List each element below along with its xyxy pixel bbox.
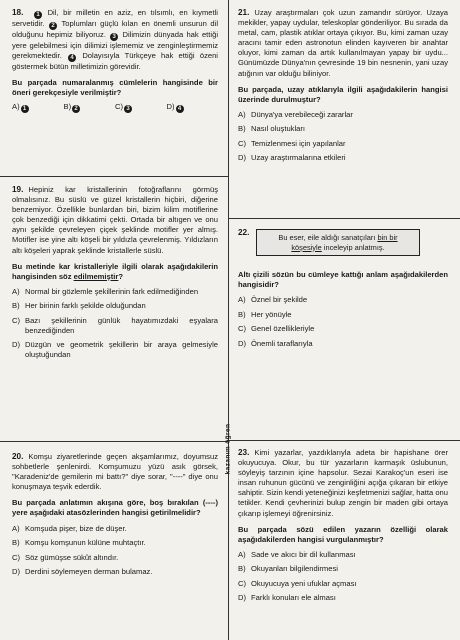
sentence-number-4-icon: 4: [68, 54, 76, 62]
option-c[interactable]: [238, 579, 448, 589]
column-divider: [228, 0, 229, 640]
option-letter: C): [12, 315, 21, 325]
side-label: kazanım öğren: [224, 423, 232, 475]
question-21-stem: Bu parçada, uzay atıklarıyla ilgili aşağıdakilerin hangisi üzerinde durulmuştur?: [238, 84, 448, 104]
sentence-number-icon: 4: [176, 105, 184, 113]
question-number: 22.: [238, 228, 250, 237]
question-19-stem: Bu metinde kar kristalleriyle ilgili olarak aşağıdakilerin hangisinden söz edilmemiştir?: [12, 261, 218, 281]
option-text: Okuyucuya yeni ufuklar açması: [251, 578, 357, 588]
question-separator: [229, 218, 460, 219]
underlined-phrase: köşesiyle: [291, 242, 322, 252]
option-a[interactable]: [238, 295, 448, 305]
question-20-text: Komşu ziyaretlerinde geçen akşamlarımız, doyumsuz sohbetlerle şenlenirdi. Komşumuzu yüzü asık görsek, "Karadeniz'de gemilerin mi battı?" diye sorar, "----" diye onu konuşmaya teşvik ederdik.: [12, 452, 218, 492]
option-text: Düzgün ve geometrik şekillerin bir araya gelmesiyle oluştuğundan: [25, 340, 218, 360]
underlined-phrase: bin bir: [377, 233, 398, 243]
option-d[interactable]: [238, 593, 448, 603]
sentence-text: Dilimizin dünyada hak ettiği yere gelebilmesi için dilimizi işlememiz ve zenginleştirmemiz gerekmektedir.: [12, 30, 219, 61]
option-d[interactable]: [238, 339, 448, 349]
question-20-body: [12, 452, 218, 492]
question-22-options: [238, 295, 448, 349]
option-letter: A): [238, 295, 246, 305]
option-b[interactable]: [12, 301, 218, 311]
question-21-text: Uzay araştırmaları çok uzun zamandır sürüyor. Uzaya mekikler, yapay uydular, teleskoplar gönderiliyor. Bu sırada da metal, cam, plastik atıklar ortaya çıkıyor. Bu, kimi zaman uzay aracını tamir eden astronotun elinden kayıveren bir anahtar oluyor, kimi zaman da artık kullanılmayan yapay bir uydu... Günümüzde Dünya'nın çevresinde 19 bin nesnenin, yani uzay atığının var olduğu biliniyor.: [238, 8, 448, 78]
option-text: Okuyanları bilgilendirmesi: [251, 564, 338, 574]
option-letter: D): [12, 567, 21, 577]
question-23-options: [238, 550, 448, 604]
sentence-number-icon: 1: [21, 105, 29, 113]
question-21-body: [238, 8, 448, 79]
question-20: [12, 452, 218, 582]
question-22-stem: Altı çizili sözün bu cümleye kattığı anlam aşağıdakilerden hangisidir?: [238, 270, 448, 290]
question-18: [12, 8, 218, 113]
option-letter: C): [12, 552, 21, 562]
question-number: 18.: [12, 8, 24, 17]
option-text: Her birinin farklı şekilde olduğundan: [25, 301, 146, 311]
option-text: Nasıl oluştukları: [251, 124, 306, 134]
question-19-body: [12, 185, 218, 256]
option-a[interactable]: [12, 102, 64, 113]
option-d[interactable]: [12, 567, 218, 577]
option-b[interactable]: [64, 102, 116, 113]
question-number: 19.: [12, 185, 24, 194]
option-letter: B): [12, 538, 20, 548]
question-20-options: [12, 524, 218, 578]
option-letter: D): [12, 340, 21, 350]
option-text: Uzay araştırmalarına etkileri: [251, 153, 346, 163]
underlined-word: edilmemiştir: [73, 271, 119, 281]
option-letter: A): [12, 102, 20, 112]
option-c[interactable]: [115, 102, 167, 113]
sentence-number-1-icon: 1: [34, 11, 42, 19]
option-text: Her yönüyle: [251, 309, 292, 319]
question-number: 23.: [238, 448, 250, 457]
option-letter: D): [166, 102, 175, 112]
option-letter: B): [12, 301, 20, 311]
option-b[interactable]: [238, 124, 448, 134]
option-text: Önemli taraflarıyla: [251, 338, 313, 348]
option-text: Komşuda pişer, bize de düşer.: [25, 523, 127, 533]
quote-box: Bu eser, eile aldığı sanatçıları bin bir köşesiyle inceleyip anlatmış.: [256, 229, 420, 256]
question-separator: [0, 176, 228, 177]
option-c[interactable]: [12, 316, 218, 336]
sentence-number-icon: 2: [72, 105, 80, 113]
question-23-stem: Bu parçada sözü edilen yazarın özelliği olarak aşağıdakilerden hangisi vurgulanmıştır?: [238, 524, 448, 544]
option-a[interactable]: [238, 550, 448, 560]
option-text: Derdini söylemeyen derman bulamaz.: [25, 567, 153, 577]
option-letter: D): [238, 153, 247, 163]
question-23-body: [238, 448, 448, 519]
option-letter: C): [238, 324, 247, 334]
option-text: Öznel bir şekilde: [251, 295, 308, 305]
option-letter: A): [12, 523, 20, 533]
option-c[interactable]: [238, 324, 448, 334]
question-19: [12, 185, 218, 365]
sentence-number-icon: 3: [124, 105, 132, 113]
option-text: Farklı konuları ele alması: [251, 593, 336, 603]
option-b[interactable]: [12, 538, 218, 548]
option-letter: A): [238, 109, 246, 119]
option-text: Söz gümüşse sükût altındır.: [25, 552, 119, 562]
option-letter: C): [238, 578, 247, 588]
question-18-body: [12, 8, 218, 72]
question-19-options: [12, 287, 218, 361]
sentence-text: Dil, bir milletin en aziz, en tılsımlı, en kıymetli servetidir.: [12, 8, 218, 28]
option-text: Sade ve akıcı bir dil kullanması: [251, 549, 356, 559]
option-text: Temizlenmesi için yapılanlar: [251, 138, 346, 148]
option-text: Bazı şekillerinin günlük hayatımızdaki eşyalara benzediğinden: [25, 315, 218, 335]
option-b[interactable]: [238, 310, 448, 320]
question-23: [238, 448, 448, 608]
option-d[interactable]: [12, 340, 218, 360]
option-a[interactable]: [238, 110, 448, 120]
option-letter: B): [238, 124, 246, 134]
option-c[interactable]: [238, 139, 448, 149]
question-23-text: Kimi yazarlar, yazdıklarıyla adeta bir hapishane örer okuyucuya. Okur, bu tür yazarların karmaşık üslubunun, söyleyiş tarzının içine hapsolur. Sezai Karakoç'un eseri ise insan ruhunun gücünü ve zenginliğini açığa çıkaran bir etkiye sahiptir. Sizin kendi yeteneğinizi keşfetmenizi sağlar, hatta onu tetikler. Kendi çevherinizi bulup zengin bir maden gibi ortaya çıkarıp işlemeyi öğrenirsiniz.: [238, 448, 448, 518]
option-text: Normal bir gözlemle şekillerinin fark edilmediğinden: [25, 286, 199, 296]
question-22: [238, 228, 448, 353]
question-separator: [0, 441, 228, 442]
option-letter: C): [238, 138, 247, 148]
option-letter: B): [238, 564, 246, 574]
sentence-text: Toplumları güçlü kılan en önemli unsurun dil olduğunu hepimiz biliyoruz.: [12, 19, 218, 39]
option-a[interactable]: [12, 524, 218, 534]
option-c[interactable]: [12, 553, 218, 563]
sentence-number-2-icon: 2: [49, 22, 57, 30]
question-18-stem: Bu parçada numaralanmış cümlelerin hangisinde bir öneri gerekçesiyle verilmiştir?: [12, 78, 218, 98]
option-letter: B): [63, 102, 72, 112]
option-letter: C): [115, 102, 124, 112]
option-text: Komşu komşunun külüne muhtaçtır.: [25, 538, 146, 548]
question-20-stem: Bu parçada anlatımın akışına göre, boş bırakılan (----) yere aşağıdaki atasözlerinden hangisi getirilmelidir?: [12, 498, 218, 518]
option-a[interactable]: [12, 287, 218, 297]
option-letter: A): [12, 286, 20, 296]
option-text: Dünya'ya verebileceği zararlar: [251, 109, 353, 119]
option-b[interactable]: [238, 564, 448, 574]
option-letter: D): [238, 338, 247, 348]
sentence-number-3-icon: 3: [110, 33, 118, 41]
question-separator: [229, 440, 460, 441]
option-d[interactable]: [167, 102, 219, 113]
option-letter: A): [238, 549, 246, 559]
question-number: 20.: [12, 452, 24, 461]
option-d[interactable]: [238, 153, 448, 163]
option-letter: B): [238, 309, 246, 319]
option-letter: D): [238, 593, 247, 603]
sentence-text: Dolayısıyla Türkçeye hak ettiği özeni göstermek bütün milletimizin görevidir.: [12, 51, 218, 72]
question-21: [238, 8, 448, 168]
question-number: 21.: [238, 8, 250, 17]
question-19-text: Hepiniz kar kristallerinin fotoğraflarını görmüş olmalısınız. Bu süslü ve güzel kristallerin hiçbiri, diğerine benzemiyor. Özellikle bunlardan biri, bizim kilim motiflerine çok benzediği için dikkatimi çekti. Ortada bir altıgen ve onu aynı şekilde çevreleyen çiçek şeklinde motifler yer almış. Motifler ise yine altı köşeli bir yıldızla çevrelenmiş. Yıldızların altı köşeleri yaprak şeklinde kristallerle süslü.: [12, 185, 218, 255]
question-21-options: [238, 110, 448, 164]
question-18-options: [12, 102, 218, 113]
option-text: Genel özellikleriyle: [251, 324, 315, 334]
